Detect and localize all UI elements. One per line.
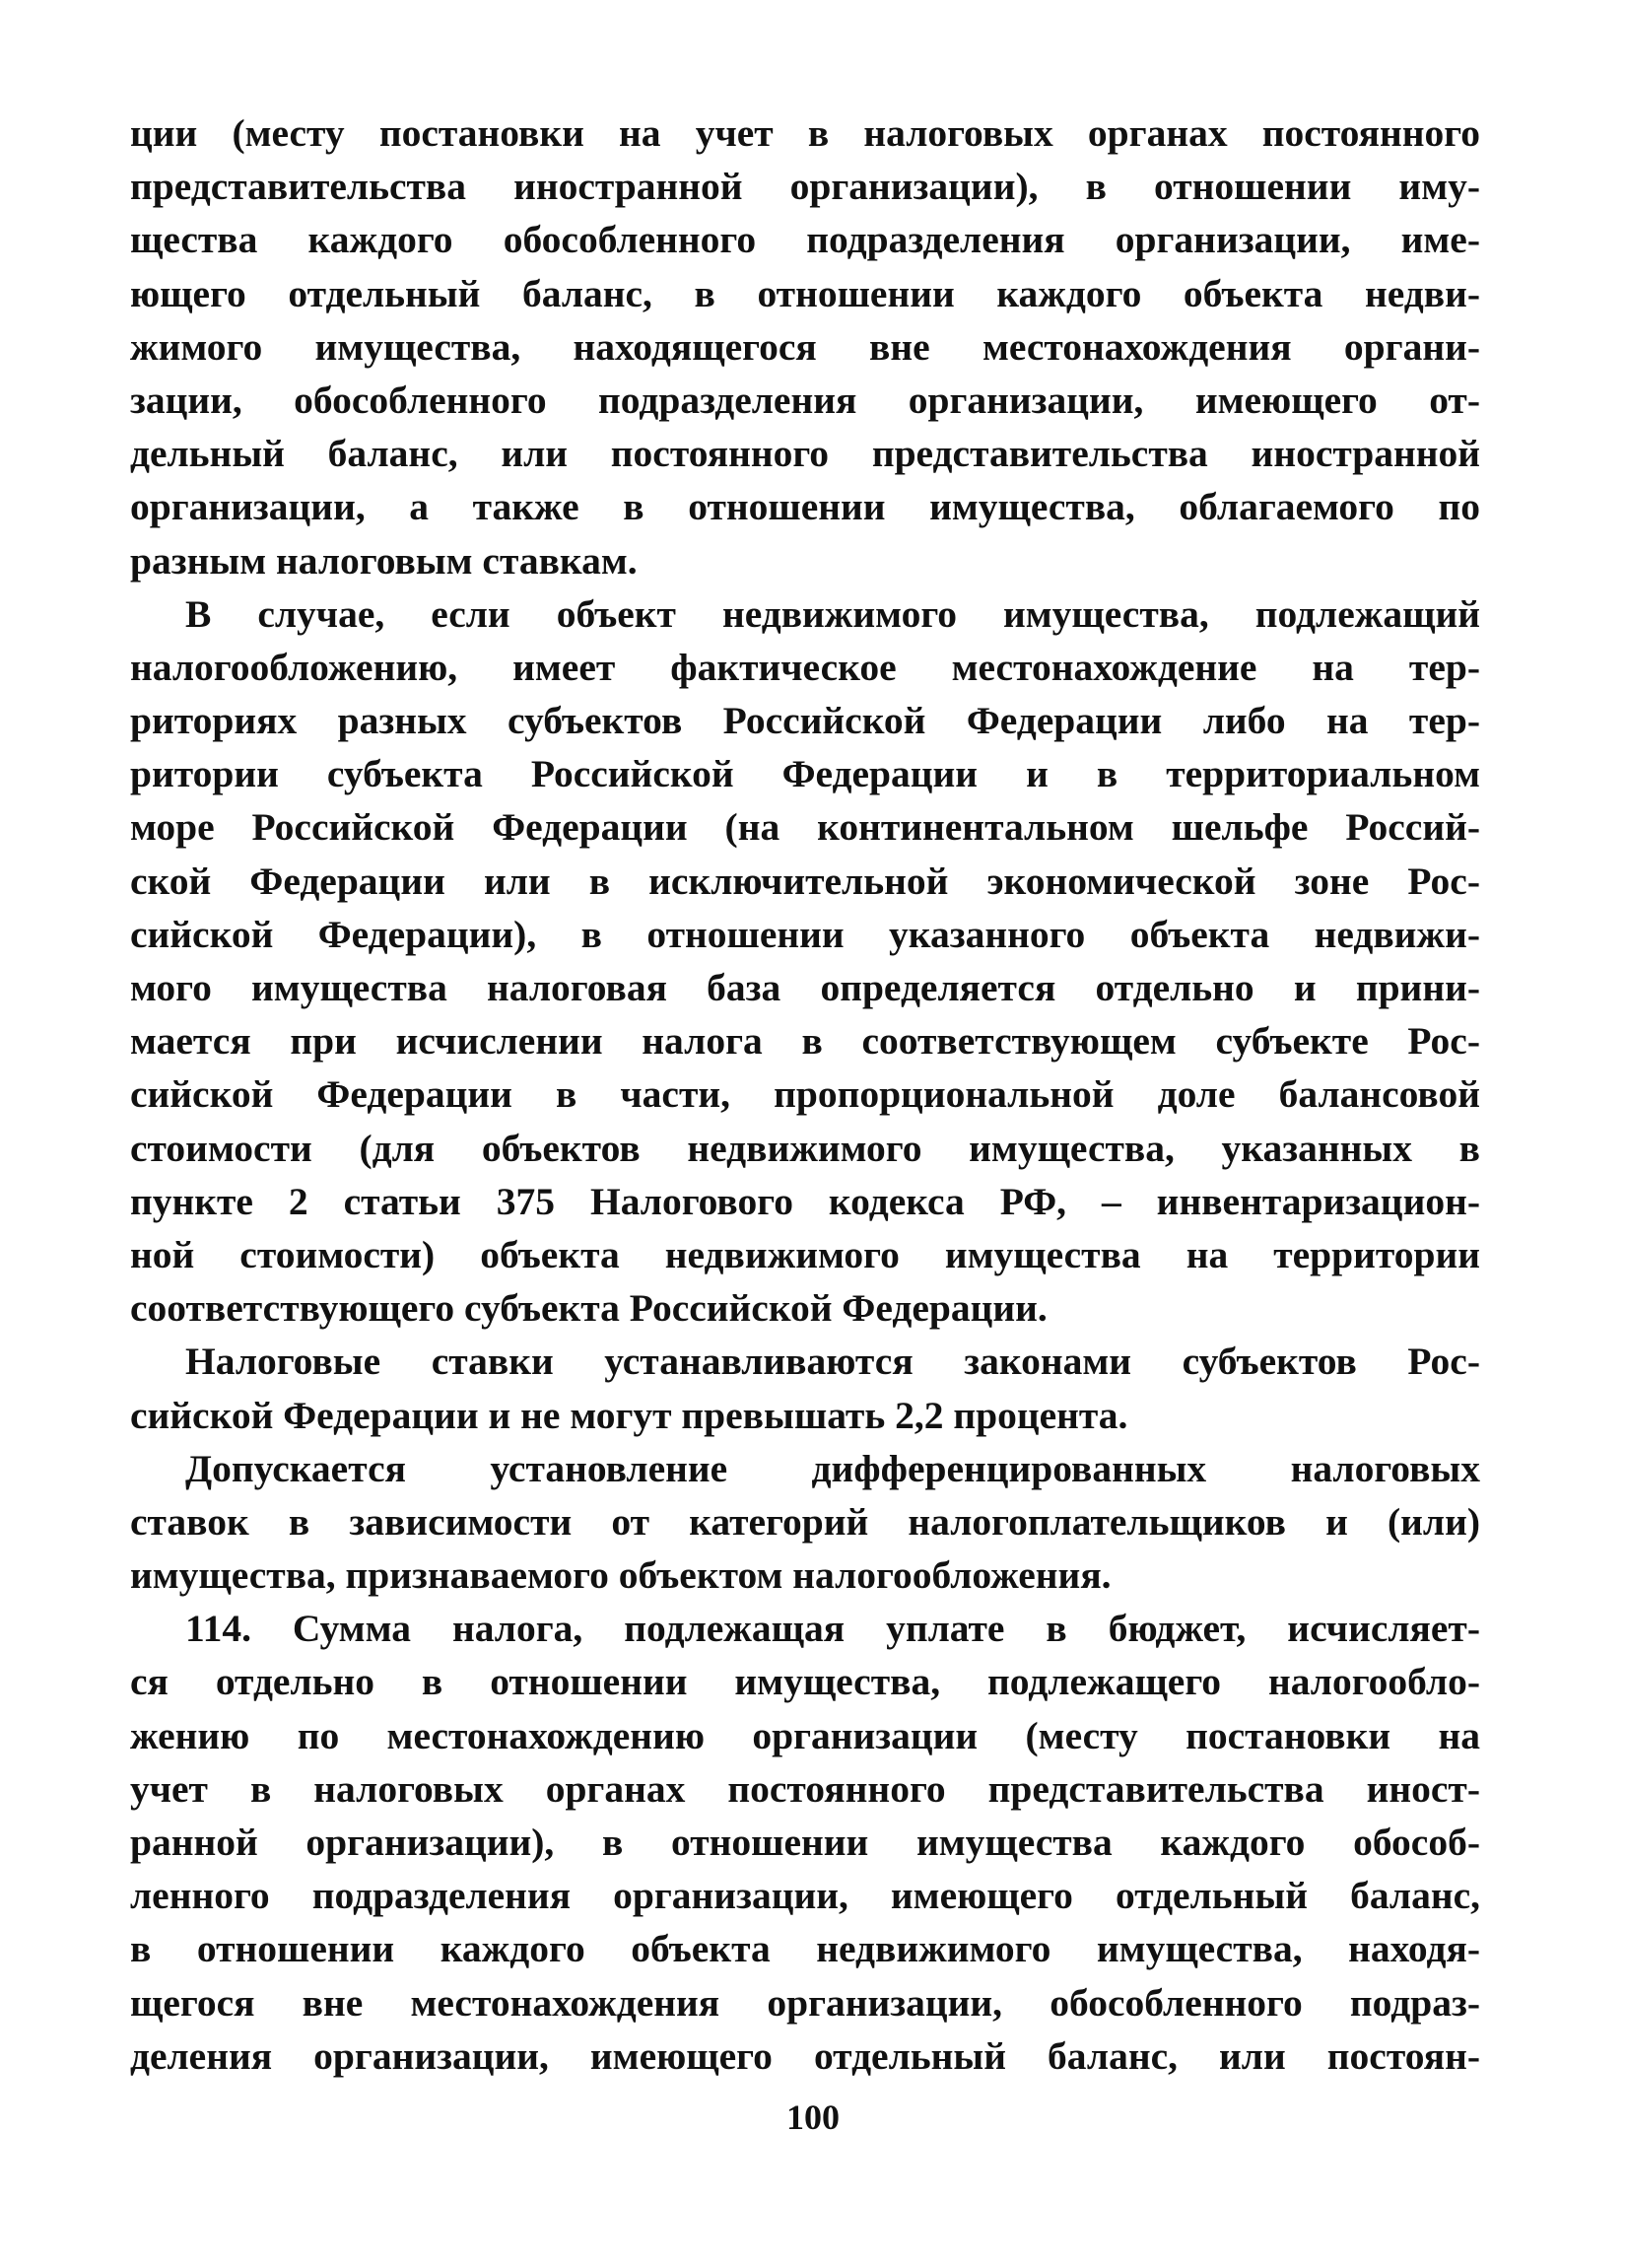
text-line: зации, обособленного подразделения организации, имеющего от-: [130, 378, 1480, 422]
paragraph-2: [130, 587, 1480, 1336]
text-line: пункте 2 статьи 375 Налогового кодекса РФ, – инвентаризацион-: [130, 1179, 1480, 1223]
text-line: ской Федерации или в исключительной экономической зоне Рос-: [130, 859, 1480, 903]
text-line: щегося вне местонахождения организации, обособленного подраз-: [130, 1980, 1480, 2025]
text-line: жению по местонахождению организации (месту постановки на: [130, 1713, 1480, 1757]
text-line: ной стоимости) объекта недвижимого имущества на территории: [130, 1232, 1480, 1276]
text-line: учет в налоговых органах постоянного представительства иност-: [130, 1766, 1480, 1811]
paragraph-4: [130, 1442, 1480, 1603]
text-line: стоимости (для объектов недвижимого имущества, указанных в: [130, 1126, 1480, 1170]
text-line: в отношении каждого объекта недвижимого имущества, находя-: [130, 1927, 1480, 1971]
text-line: организации, а также в отношении имущества, облагаемого по: [130, 485, 1480, 529]
text-line: ставок в зависимости от категорий налогоплательщиков и (или): [130, 1499, 1480, 1544]
text-line: мается при исчислении налога в соответствующем субъекте Рос-: [130, 1019, 1480, 1064]
text-line: ранной организации), в отношении имущества каждого обособ-: [130, 1821, 1480, 1864]
paragraph-3: [130, 1335, 1480, 1441]
paragraph-5: [130, 1602, 1480, 2083]
text-line: соответствующего субъекта Российской Федерации.: [130, 1286, 1048, 1331]
text-line: щества каждого обособленного подразделения организации, име-: [130, 218, 1480, 262]
text-line: ции (месту постановки на учет в налоговых органах постоянного: [130, 111, 1480, 155]
text-line: дельный баланс, или постоянного представительства иностранной: [130, 432, 1480, 476]
text-line: мого имущества налоговая база определяется отдельно и прини-: [130, 966, 1480, 1009]
text-line: ленного подразделения организации, имеющего отдельный баланс,: [130, 1874, 1480, 1918]
text-line: сийской Федерации и не могут превышать 2,2 процента.: [130, 1393, 1128, 1437]
text-line: В случае, если объект недвижимого имущества, подлежащий: [185, 591, 1480, 636]
body-text: [130, 106, 1480, 2083]
text-line: жимого имущества, находящегося вне местонахождения органи-: [130, 324, 1480, 369]
text-line: Налоговые ставки устанавливаются законами субъектов Рос-: [185, 1340, 1480, 1384]
text-line: сийской Федерации в части, пропорциональной доле балансовой: [130, 1072, 1480, 1117]
paragraph-1: [130, 106, 1480, 587]
text-line: ся отдельно в отношении имущества, подлежащего налогообло-: [130, 1660, 1480, 1704]
page-number: 100: [786, 2097, 840, 2137]
text-line: представительства иностранной организации), в отношении иму-: [130, 165, 1480, 209]
text-line: море Российской Федерации (на континентальном шельфе Россий-: [130, 805, 1480, 850]
text-line: 114. Сумма налога, подлежащая уплате в бюджет, исчисляет-: [185, 1607, 1480, 1651]
text-line: налогообложению, имеет фактическое местонахождение на тер-: [130, 645, 1480, 689]
text-line: имущества, признаваемого объектом налогообложения.: [130, 1553, 1112, 1598]
text-line: ющего отдельный баланс, в отношении каждого объекта недви-: [130, 271, 1480, 315]
text-line: ритории субъекта Российской Федерации и в территориальном: [130, 752, 1480, 796]
text-line: риториях разных субъектов Российской Федерации либо на тер-: [130, 699, 1480, 743]
text-line: деления организации, имеющего отдельный баланс, или постоян-: [130, 2033, 1480, 2078]
text-line: Допускается установление дифференцированных налоговых: [185, 1446, 1480, 1490]
text-line: сийской Федерации), в отношении указанного объекта недвижи-: [130, 912, 1480, 956]
text-line: разным налоговым ставкам.: [130, 538, 638, 583]
